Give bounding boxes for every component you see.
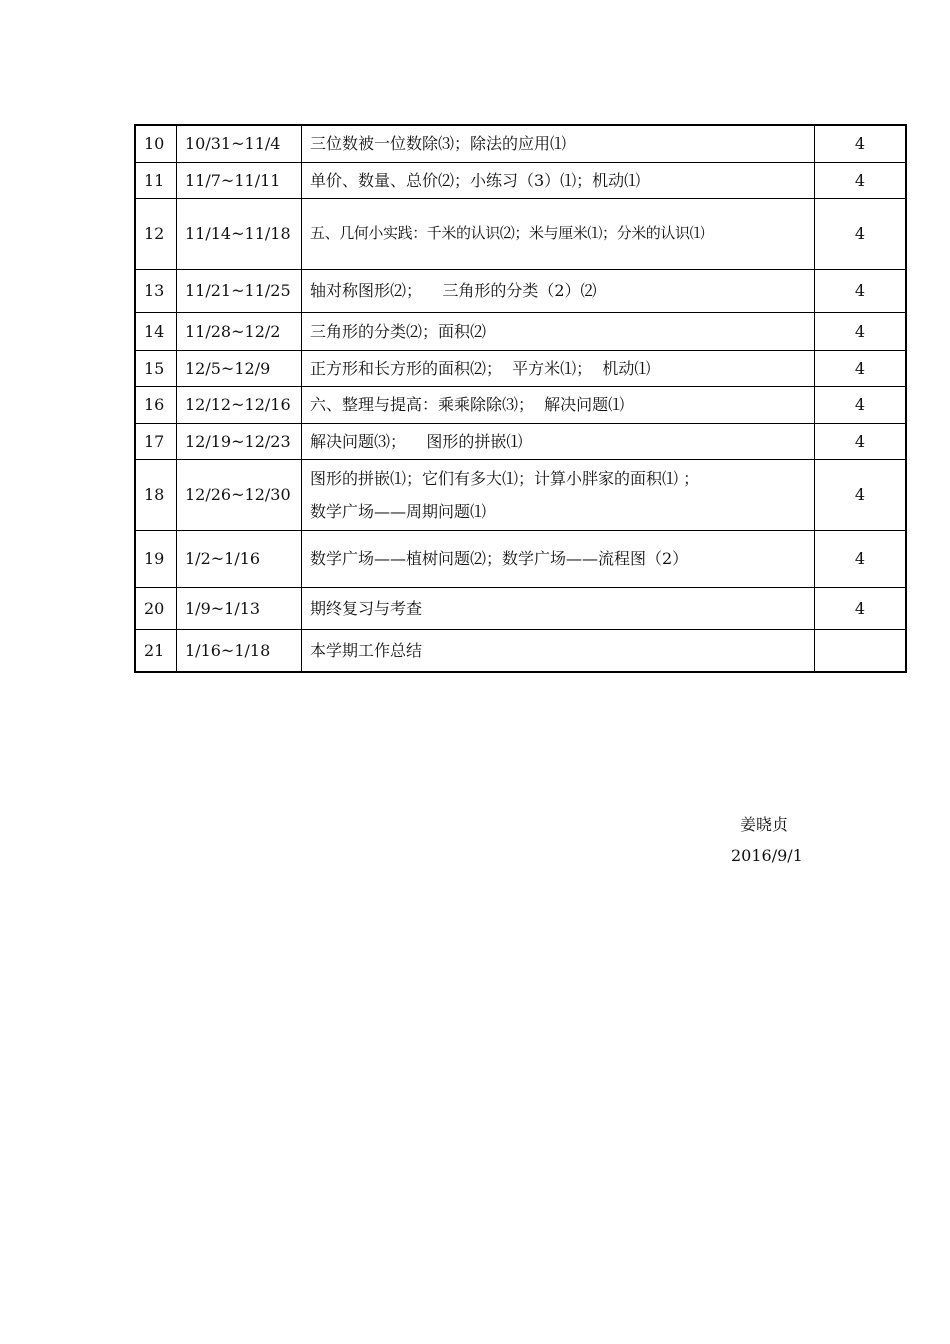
date-cell: 12/12~12/16 <box>177 386 302 423</box>
content-cell: 轴对称图形⑵； 三角形的分类（2）⑵ <box>302 269 815 312</box>
schedule-table <box>134 124 907 673</box>
content-cell: 数学广场——植树问题⑵；数学广场——流程图（2） <box>302 530 815 587</box>
date-cell: 11/28~12/2 <box>177 312 302 350</box>
table-row <box>135 269 906 312</box>
week-cell: 16 <box>135 386 177 423</box>
hours-cell: 4 <box>815 530 907 587</box>
hours-cell: 4 <box>815 587 907 629</box>
date-cell: 11/7~11/11 <box>177 162 302 198</box>
table-row <box>135 386 906 423</box>
week-cell: 19 <box>135 530 177 587</box>
week-cell: 10 <box>135 125 177 162</box>
date-cell: 10/31~11/4 <box>177 125 302 162</box>
date-cell: 12/26~12/30 <box>177 459 302 530</box>
week-cell: 12 <box>135 198 177 269</box>
table-row <box>135 587 906 629</box>
content-cell: 六、整理与提高：乘乘除除⑶； 解决问题⑴ <box>302 386 815 423</box>
date-cell: 11/21~11/25 <box>177 269 302 312</box>
signature-name: 姜晓贞 <box>740 815 789 834</box>
week-cell: 17 <box>135 423 177 459</box>
table-row <box>135 312 906 350</box>
content-cell: 本学期工作总结 <box>302 629 815 672</box>
table-row <box>135 459 906 530</box>
hours-cell: 4 <box>815 198 907 269</box>
hours-cell: 4 <box>815 269 907 312</box>
week-cell: 11 <box>135 162 177 198</box>
table-row <box>135 629 906 672</box>
content-cell: 正方形和长方形的面积⑵； 平方米⑴； 机动⑴ <box>302 350 815 386</box>
week-cell: 15 <box>135 350 177 386</box>
content-cell <box>302 459 815 530</box>
content-line: 图形的拼嵌⑴；它们有多大⑴；计算小胖家的面积⑴ ； <box>310 468 700 488</box>
week-cell: 18 <box>135 459 177 530</box>
hours-cell: 4 <box>815 423 907 459</box>
date-cell: 1/9~1/13 <box>177 587 302 629</box>
content-cell: 五、几何小实践：千米的认识⑵；米与厘米⑴；分米的认识⑴ <box>302 198 815 269</box>
hours-cell <box>815 629 907 672</box>
hours-cell: 4 <box>815 162 907 198</box>
table-row <box>135 198 906 269</box>
content-cell: 解决问题⑶； 图形的拼嵌⑴ <box>302 423 815 459</box>
hours-cell: 4 <box>815 125 907 162</box>
table-row <box>135 350 906 386</box>
date-cell: 11/14~11/18 <box>177 198 302 269</box>
hours-cell: 4 <box>815 350 907 386</box>
content-line: 数学广场——周期问题⑴ <box>310 501 487 521</box>
content-cell: 三位数被一位数除⑶；除法的应用⑴ <box>302 125 815 162</box>
date-cell: 12/19~12/23 <box>177 423 302 459</box>
content-cell: 期终复习与考查 <box>302 587 815 629</box>
week-cell: 14 <box>135 312 177 350</box>
table-row <box>135 125 906 162</box>
content-cell: 三角形的分类⑵；面积⑵ <box>302 312 815 350</box>
date-cell: 12/5~12/9 <box>177 350 302 386</box>
table-row <box>135 423 906 459</box>
hours-cell: 4 <box>815 386 907 423</box>
table-row <box>135 530 906 587</box>
table-row <box>135 162 906 198</box>
date-cell: 1/16~1/18 <box>177 629 302 672</box>
date-cell: 1/2~1/16 <box>177 530 302 587</box>
week-cell: 20 <box>135 587 177 629</box>
content-cell: 单价、数量、总价⑵；小练习（3）⑴；机动⑴ <box>302 162 815 198</box>
week-cell: 21 <box>135 629 177 672</box>
hours-cell: 4 <box>815 312 907 350</box>
hours-cell: 4 <box>815 459 907 530</box>
signature-date: 2016/9/1 <box>731 846 803 865</box>
week-cell: 13 <box>135 269 177 312</box>
